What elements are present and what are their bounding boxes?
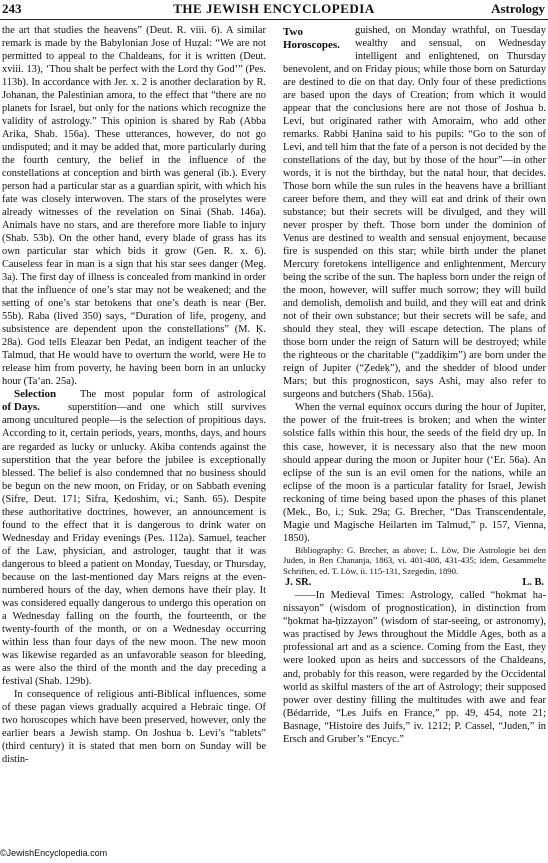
bibliography: Bibliography: G. Brecher, as above; L. Löw, Die Astrologie bei den Juden, in Ben Chananja, 1863, vi. 401-408, 431-435; idem, Gesammelte Schriften, ed. T. Löw, ii. 115-131, Szegedin, 1890.: [283, 544, 546, 576]
signature-line: [283, 576, 546, 589]
footer: [0, 848, 107, 858]
page-header: [0, 0, 548, 20]
paragraph: [2, 388, 266, 687]
author-initials-right: L. B.: [522, 577, 544, 589]
page-number: 243: [2, 1, 22, 16]
paragraph: In consequence of religious anti-Biblical influences, some of these pagan views gradually acquired a Hebraic tinge. Of two horoscopes which have been preserved, however, only the earlier bears a Jewish stamp. On Joshua b. Levi’s “tablets” (third century) it is stated that men born on Sunday will be distin-: [2, 688, 266, 765]
paragraph: When the vernal equinox occurs during the hour of Jupiter, the power of the fruit-trees is broken; and when the winter solstice falls within this hour, the seeds of the field dry up. In this case, however, it is necessary also that the new moon should appear during the moon or Jupiter hour (‘Er. 56a). An eclipse of the sun is an evil omen for the nations, while an eclipse of the moon is a particular fatality for Israel, Jewish reckoning of time being based upon the phases of this planet (Mek., Bo, i.; Suk. 29a; G. Brecher, “Das Transcendentale, Magie und Magische Heilarten im Talmud,” p. 157, Vienna, 1850).: [283, 402, 546, 544]
header-rule: [0, 19, 548, 20]
paragraph: [283, 24, 546, 401]
right-column: [283, 24, 546, 746]
side-heading: Selection of Days.: [2, 388, 57, 414]
encyclopedia-title: THE JEWISH ENCYCLOPEDIA: [173, 1, 375, 16]
author-initials-left: J. SR.: [285, 577, 312, 589]
paragraph-text: guished, on Monday wrathful, on Tuesday wealthy and sensual, on Wednesday intelligent and enlightened, on Thursday benevolent, and on Friday pious; while those born on Saturday are destined to die on that day. Only four of these predictions are based upon the days of Creation; from which it would appear that the conclusions here are not those of Joshua b. Levi, but originated rather with Amoraim, who add other remarks. Rabbi Ḥanina said to his pupils: “Go to the son of Levi, and tell him that the fate of a person is not decided by the constellations of the day, but by those of the hour”—in other words, it is not the birthday, but the natal hour, that decides. Those born while the sun rules in the heavens have a brilliant career before them, and they will eat and drink of their own substance; but their secrets will be divulged, and they will never prosper by theft. Those born under the dominion of Venus are destined to wealth and sensual enjoyment, because fire is suspended on this star; while birth under the planet Mercury foretokens intelligence and enlightenment, Mercury being the scribe of the sun. The hapless born under the reign of the moon, however, will suffer much sorrow; they will build and demolish, demolish and build, and they will eat and drink not of their own substance; but their secrets will be safe, and should they steal, they will escape detection. The plans of those born under the reign of Saturn will be destroyed; while the righteous or the charitable (“ẓaddiḳim”) are born under the reign of Jupiter (“Ẓedeḳ”), and the shedder of blood under Mars; but this prognosticon, says Ashi, may also refer to surgeons and butchers (Shab. 156a).: [283, 25, 546, 401]
paragraph: ——In Medieval Times: Astrology, called “hokmat ha-nissayon” (wisdom of prognostication), in distinction from “ḥokmat ha-ḥizzayon” (wisdom of star-seeing, or astronomy), was practised by Jews throughout the Middle Ages, both as a professional art and as a science. Coming from the East, they were looked upon as heirs and successors of the Chaldeans, and, probably for this reason, were regarded by the Occidental world as skilful masters of the art of Astrology; their supposed power over destiny filling the multitudes with awe and fear (Bédarride, “Les Juifs en France,” pp. 49, 454, note 21; Basnage, “Histoire des Juifs,” iv. 1212; P. Cassel, “Juden,” in Ersch and Gruber’s “Encyc.”: [283, 590, 546, 745]
paragraph: the art that studies the heavens” (Deut. R. viii. 6). A similar remark is made by the Babylonian Jose of Huẓal: “We are not permitted to appeal to the Chaldeans, for it is written (Deut. xviii. 13), ‘Thou shalt be perfect with the Lord thy God’” (Pes. 113b). In accordance with Jer. x. 2 is another declaration by R. Johanan, the Palestinian amora, to the effect that “there are no planets for Israel, but only for the nations which recognize the validity of astrology.” This opinion is shared by Rab (Abba Arika, Shab. 156a). These utterances, however, do not go undisputed; and it may be added that, more particularly during the fourth century, the belief in the influence of the constellations at conception and birth was general (ib.). Every person had a particular star as a guardian spirit, with which his fate was closely interwoven. The stars of the proselytes were already witnesses of the revelation on Sinai (Shab. 146a). Animals have no stars, and are therefore more liable to injury (Shab. 53b). On the other hand, every blade of grass has its own particular star which bids it grow (Gen. R. x. 6). Causeless fear in man is a sign that his star sees danger (Meg. 3a). The first day of illness is concealed from mankind in order that the influence of one’s star may not be weakened; and the setting of one’s star betokens that one’s death is near (Ber. 55b). Raba (lived 350) says, “Duration of life, progeny, and subsistence are dependent upon the constellations” (M. Ḳ. 28a). God tells Eleazar ben Pedat, an indigent teacher of the Talmud, that He would have to overturn the world, were He to release him from poverty, he having been born in an unlucky hour (Ta‘an. 25a).: [2, 25, 266, 388]
paragraph-text: The most popular form of astrological superstition—and one which still survives among uncultured people—is the selection of propitious days. According to it, certain periods, years, months, days, and hours are regarded as lucky or unlucky. Akiba contends against the superstition that the year before the jubilee is exceptionally blessed. The belief is also condemned that no business should be begun on the new moon, on Friday, or on Sabbath evening (Sifre, Deut. 171; Sifra, Ḳedoshim, vi.; Sanh. 65). Despite these authoritative doctrines, however, an announcement is found to the effect that it is dangerous to drink water on Wednesday and Friday evenings (Pes. 112a). Samuel, teacher of the Law, physician, and astrologer, taught that it was dangerous to bleed a patient on Monday, Tuesday, or Thursday, because on the last-mentioned day Mars reigns at the even-numbered hours of the day, when demons have their play. It was considered equally dangerous to undergo this operation on a Wednesday falling on the fourth, the fourteenth, or the twenty-fourth of the month, or on a Wednesday occurring within less than four days of the new moon. The new moon was likewise regarded as an unfavorable season for bleeding, as were also the third of the month and the day preceding a festival (Shab. 129b).: [2, 389, 266, 687]
running-head: Astrology: [491, 1, 545, 16]
side-heading: Two Horoscopes.: [283, 26, 340, 51]
copyright-text: ©JewishEncyclopedia.com: [0, 848, 108, 858]
left-column: [2, 24, 266, 766]
